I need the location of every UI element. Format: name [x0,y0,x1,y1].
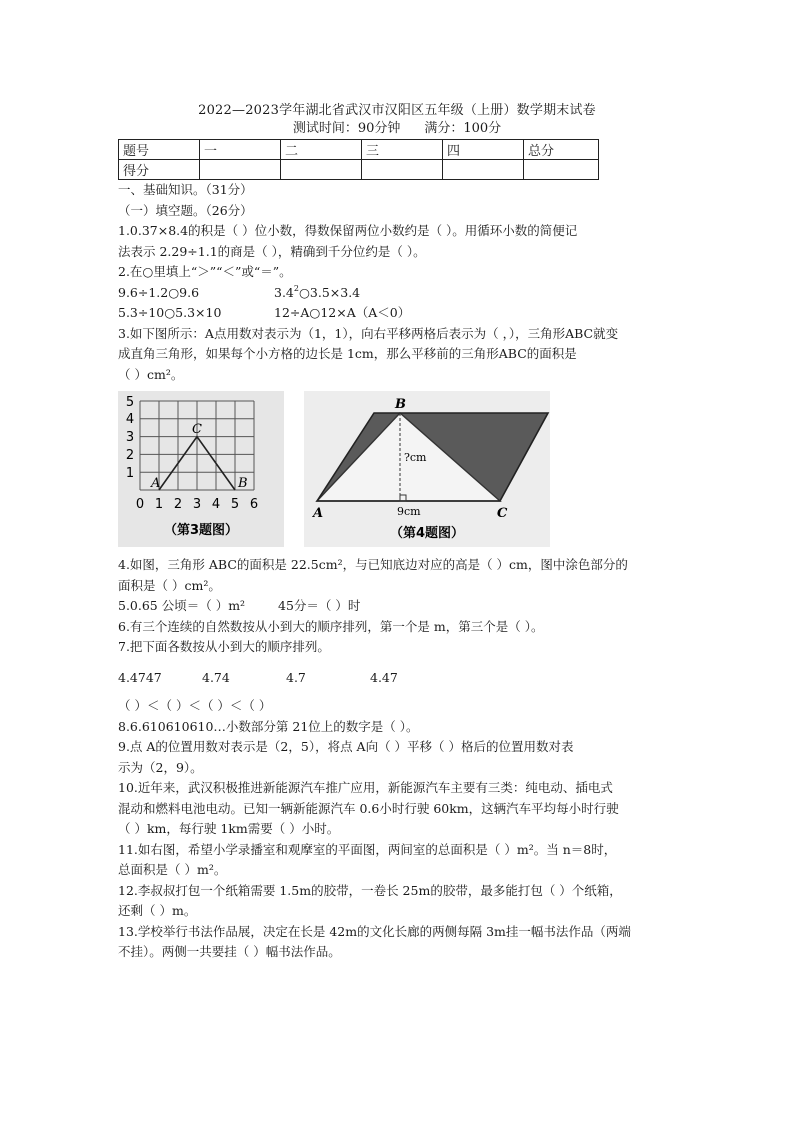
score-input-cell[interactable] [362,160,443,180]
question-11-line: 总面积是（ ）m²。 [118,862,227,877]
y-axis-ticks [126,395,134,481]
question-5-row [118,596,678,617]
question-13-line: 不挂）。两侧一共要挂（ ）幅书法作品。 [118,944,341,959]
exam-content [118,180,678,963]
question-7-blanks: （ ）＜（ ）＜（ ）＜（ ） [118,698,272,713]
score-cell: 题号 [119,140,200,160]
test-time: 测试时间：90分钟 [292,121,401,136]
label-b: B [395,397,406,412]
question-4-line: 面积是（ ）cm²。 [118,577,221,593]
label-a: A [151,476,161,491]
number-item: 4.47 [370,669,398,685]
figure-3-grid [118,391,284,547]
question-10-line: 10.近年来，武汉积极推进新能源汽车推广应用，新能源汽车主要有三类：纯电动、插电式 [118,780,613,795]
x-tick: 6 [249,497,259,512]
score-cell: 四 [443,140,524,160]
question-5-a: 5.0.65 公顷＝（ ）m² [118,598,246,613]
question-9-line: 示为（2，9）。 [118,759,203,775]
x-tick: 1 [154,497,164,512]
question-3-line: 成直角三角形，如果每个小方格的边长是 1cm，那么平移前的三角形ABC的面积是 [118,346,577,361]
question-2-row [118,283,678,304]
question-10-line: （ ）km，每行驶 1km需要（ ）小时。 [118,821,340,836]
score-table-header-row [119,140,599,160]
figures-row [118,391,678,551]
question-2-row [118,303,678,324]
number-item: 4.74 [202,669,230,685]
y-tick: 4 [125,412,135,427]
question-3-line: 3.如下图所示：A点用数对表示为（1，1），向右平移两格后表示为（ ，），三角形ABC就变 [118,325,619,341]
compare-item: 9.6÷1.2○9.6 [118,284,200,300]
label-a: A [313,506,324,521]
exam-title: 2022—2023学年湖北省武汉市汉阳区五年级（上册）数学期末试卷 [198,103,596,118]
number-item: 4.4747 [118,669,162,685]
label-c: C [497,506,508,521]
question-1-line: 1.0.37×8.4的积是（ ）位小数，得数保留两位小数约是（ ）。用循环小数的简便记 [118,223,578,238]
height-label: ?cm [404,451,427,464]
score-input-cell[interactable] [281,160,362,180]
question-12-line: 12.李叔叔打包一个纸箱需要 1.5m的胶带，一卷长 25m的胶带，最多能打包（ ）个纸箱， [118,882,622,898]
score-input-cell[interactable] [200,160,281,180]
score-table-score-row [119,160,599,180]
figure-4-parallelogram [304,391,550,547]
x-tick: 0 [135,497,145,512]
question-7-numbers [118,668,678,689]
x-tick: 5 [230,497,240,512]
label-c: C [192,422,202,437]
compare-item-base: 3.4 [274,284,294,300]
question-5-b: 45分＝（ ）时 [278,598,361,613]
label-b: B [238,476,248,491]
question-8: 8.6.610610610…小数部分第 21位上的数字是（ ）。 [118,718,419,734]
score-cell: 得分 [119,160,200,180]
question-9-line: 9.点 A的位置用数对表示是（2，5），将点 A向（ ）平移（ ）格后的位置用数对表 [118,739,574,754]
score-input-cell[interactable] [443,160,524,180]
y-tick: 3 [125,430,135,445]
compare-item-rest: ○3.5×3.4 [298,284,361,300]
question-1-line: 法表示 2.29÷1.1的商是（ ），精确到千分位约是（ ）。 [118,243,426,259]
x-tick: 4 [211,497,221,512]
question-11-line: 11.如右图，希望小学录播室和观摩室的平面图，两间室的总面积是（ ）m²。当 n＝8时， [118,841,617,857]
score-input-cell[interactable] [524,160,599,180]
x-tick: 2 [173,497,183,512]
score-table [118,139,599,180]
question-10-line: 混动和燃料电池电动。已知一辆新能源汽车 0.6小时行驶 60km，这辆汽车平均每小时行驶 [118,800,619,816]
compare-item: 3.42○3.5×3.4 [274,283,360,304]
question-4-line: 4.如图，三角形 ABC的面积是 22.5cm²，与已知底边对应的高是（ ）cm，图中涂色部分的 [118,557,628,572]
figure-4-caption: （第4题图） [389,526,465,541]
y-tick: 2 [125,448,135,463]
question-2-stem: 2.在○里填上“＞”“＜”或“＝”。 [118,264,292,279]
score-cell: 总分 [524,140,599,160]
score-cell: 一 [200,140,281,160]
number-item: 4.7 [286,669,306,685]
question-7-stem: 7.把下面各数按从小到大的顺序排列。 [118,639,330,654]
question-13-line: 13.学校举行书法作品展，决定在长是 42m的文化长廊的两侧每隔 3m挂一幅书法作品（两端 [118,923,631,939]
question-3-line: （ ）cm²。 [118,366,184,382]
base-label: 9cm [397,505,421,518]
y-tick: 1 [125,466,135,481]
score-cell: 二 [281,140,362,160]
compare-item: 5.3÷10○5.3×10 [118,305,222,320]
question-12-line: 还剩（ ）m。 [118,903,197,918]
compare-item: 12÷A○12×A（A＜0） [274,305,411,320]
figure-3-caption: （第3题图） [163,523,239,538]
section-heading: 一、基础知识。（31分） [118,182,253,197]
question-6: 6.有三个连续的自然数按从小到大的顺序排列，第一个是 m，第三个是（ ）。 [118,618,544,634]
subsection-heading: （一）填空题。（26分） [118,202,253,218]
y-tick: 5 [125,395,135,410]
exam-subtitle [0,117,794,136]
full-score: 满分：100分 [424,121,502,136]
x-tick: 3 [192,497,202,512]
score-cell: 三 [362,140,443,160]
